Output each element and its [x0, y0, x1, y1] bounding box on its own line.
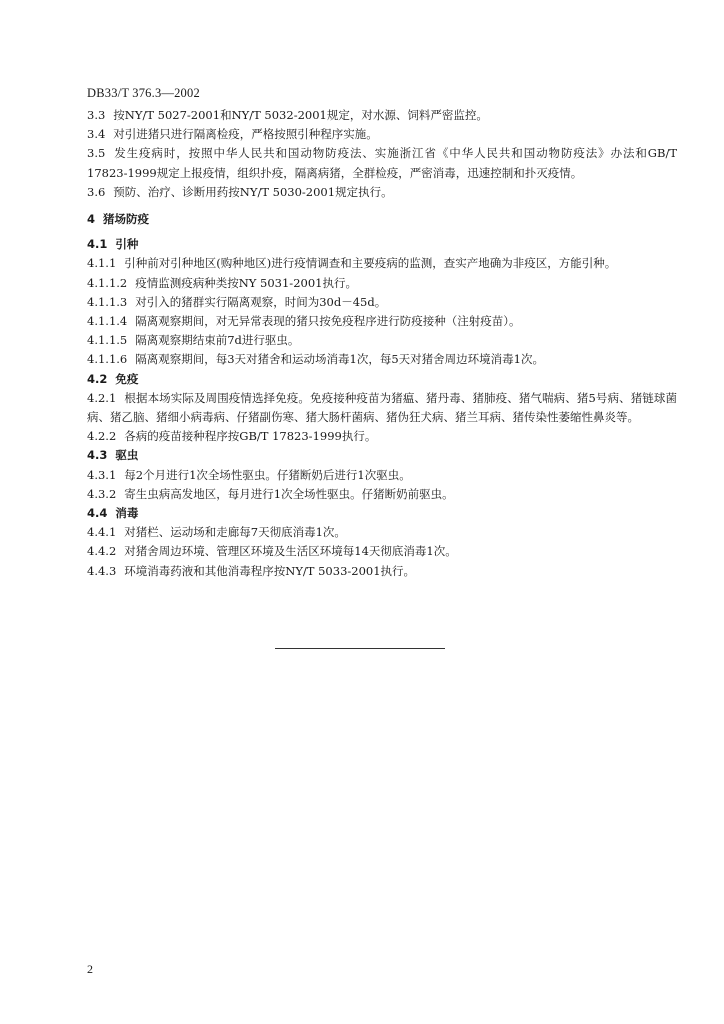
document-code-header: DB33/T 376.3—2002 — [87, 86, 200, 100]
clause-number: 4.3.1 — [87, 467, 117, 482]
clause-text: 对引入的猪群实行隔离观察，时间为30d－45d。 — [135, 294, 387, 309]
subsection-number: 4.1 — [87, 237, 108, 252]
clause-number: 4.2.1 — [87, 390, 117, 405]
clause-4-1-1-6 — [87, 350, 677, 369]
clause-text: 对引进猪只进行隔离检疫，严格按照引种程序实施。 — [113, 127, 378, 142]
clause-4-2-2 — [87, 427, 677, 446]
subsection-number: 4.3 — [87, 448, 108, 463]
clause-number: 4.1.1.2 — [87, 275, 128, 290]
clause-number: 4.3.2 — [87, 486, 117, 501]
clause-text: 预防、治疗、诊断用药按NY/T 5030-2001规定执行。 — [113, 184, 393, 199]
clause-text: 按NY/T 5027-2001和NY/T 5032-2001规定，对水源、饲料严密监控。 — [113, 108, 488, 122]
clause-text: 隔离观察期间，对无异常表现的猪只按免疫程序进行防疫接种（注射疫苗）。 — [135, 314, 521, 329]
clause-number: 4.4.3 — [87, 563, 117, 578]
clause-text: 隔离观察期结束前7d进行驱虫。 — [135, 333, 300, 348]
clause-3-6 — [87, 183, 677, 202]
clause-number: 4.1.1.3 — [87, 294, 128, 309]
section-4-heading — [87, 210, 677, 229]
clause-4-1-1-5 — [87, 331, 677, 350]
clause-4-2-1 — [87, 389, 677, 427]
section-title: 猪场防疫 — [103, 212, 150, 227]
clause-text: 疫情监测疫病种类按NY 5031-2001执行。 — [135, 275, 357, 290]
subsection-title: 引种 — [115, 237, 139, 252]
clause-text: 各病的疫苗接种程序按GB/T 17823-1999执行。 — [124, 429, 377, 444]
clause-text: 环境消毒药液和其他消毒程序按NY/T 5033-2001执行。 — [124, 563, 416, 578]
page-number: 2 — [87, 962, 93, 976]
clause-text: 寄生虫病高发地区，每月进行1次全场性驱虫。仔猪断奶前驱虫。 — [124, 486, 454, 501]
clause-text: 对猪舍周边环境、管理区环境及生活区环境每14天彻底消毒1次。 — [124, 544, 457, 559]
clause-number: 4.1.1 — [87, 256, 117, 271]
subsection-number: 4.4 — [87, 506, 108, 521]
subsection-number: 4.2 — [87, 371, 108, 386]
clause-3-3 — [87, 106, 677, 125]
subsection-title: 消毒 — [115, 506, 139, 521]
clause-text: 对猪栏、运动场和走廊每7天彻底消毒1次。 — [124, 525, 346, 540]
subsection-4-2-heading — [87, 370, 677, 389]
clause-text: 根据本场实际及周围疫情选择免疫。免疫接种疫苗为猪瘟、猪丹毒、猪肺疫、猪气喘病、猪5号病、猪链球菌病、猪乙脑、猪细小病毒病、仔猪副伤寒、猪大肠杆菌病、猪伪狂犬病、猪兰耳病、猪传染性萎缩性鼻炎等。 — [87, 390, 677, 425]
clause-4-1-1-3 — [87, 293, 677, 312]
clause-3-5 — [87, 144, 677, 182]
end-of-document-rule — [275, 648, 445, 649]
clause-4-3-1 — [87, 466, 677, 485]
clause-4-1-1 — [87, 254, 677, 273]
clause-number: 4.1.1.6 — [87, 352, 128, 367]
clause-number: 3.5 — [87, 146, 106, 161]
clause-text: 每2个月进行1次全场性驱虫。仔猪断奶后进行1次驱虫。 — [124, 467, 411, 482]
section-number: 4 — [87, 212, 96, 227]
clause-4-1-1-2 — [87, 274, 677, 293]
clause-text: 引种前对引种地区(购种地区)进行疫情调查和主要疫病的监测，查实产地确为非疫区，方能引种。 — [124, 256, 617, 271]
clause-4-4-1 — [87, 523, 677, 542]
subsection-title: 驱虫 — [115, 448, 139, 463]
clause-4-1-1-4 — [87, 312, 677, 331]
clause-text: 发生疫病时，按照中华人民共和国动物防疫法、实施浙江省《中华人民共和国动物防疫法》办法和GB/T 17823-1999规定上报疫情，组织扑疫，隔离病猪，全群检疫，严密消毒，迅速控制和扑灭疫情。 — [87, 146, 677, 180]
subsection-4-4-heading — [87, 504, 677, 523]
clause-4-3-2 — [87, 485, 677, 504]
clause-number: 3.4 — [87, 127, 106, 142]
clause-number: 4.1.1.4 — [87, 314, 128, 329]
clause-number: 3.6 — [87, 184, 106, 199]
clause-number: 4.4.2 — [87, 544, 117, 559]
clause-3-4 — [87, 125, 677, 144]
clause-4-4-3 — [87, 562, 677, 581]
clause-number: 3.3 — [87, 108, 106, 122]
clause-text: 隔离观察期间，每3天对猪舍和运动场消毒1次，每5天对猪舍周边环境消毒1次。 — [135, 352, 544, 367]
clause-4-4-2 — [87, 542, 677, 561]
subsection-4-1-heading — [87, 235, 677, 254]
clause-number: 4.4.1 — [87, 525, 117, 540]
clause-number: 4.1.1.5 — [87, 333, 128, 348]
subsection-4-3-heading — [87, 446, 677, 465]
clause-number: 4.2.2 — [87, 429, 117, 444]
subsection-title: 免疫 — [115, 371, 139, 386]
document-body — [87, 106, 677, 581]
